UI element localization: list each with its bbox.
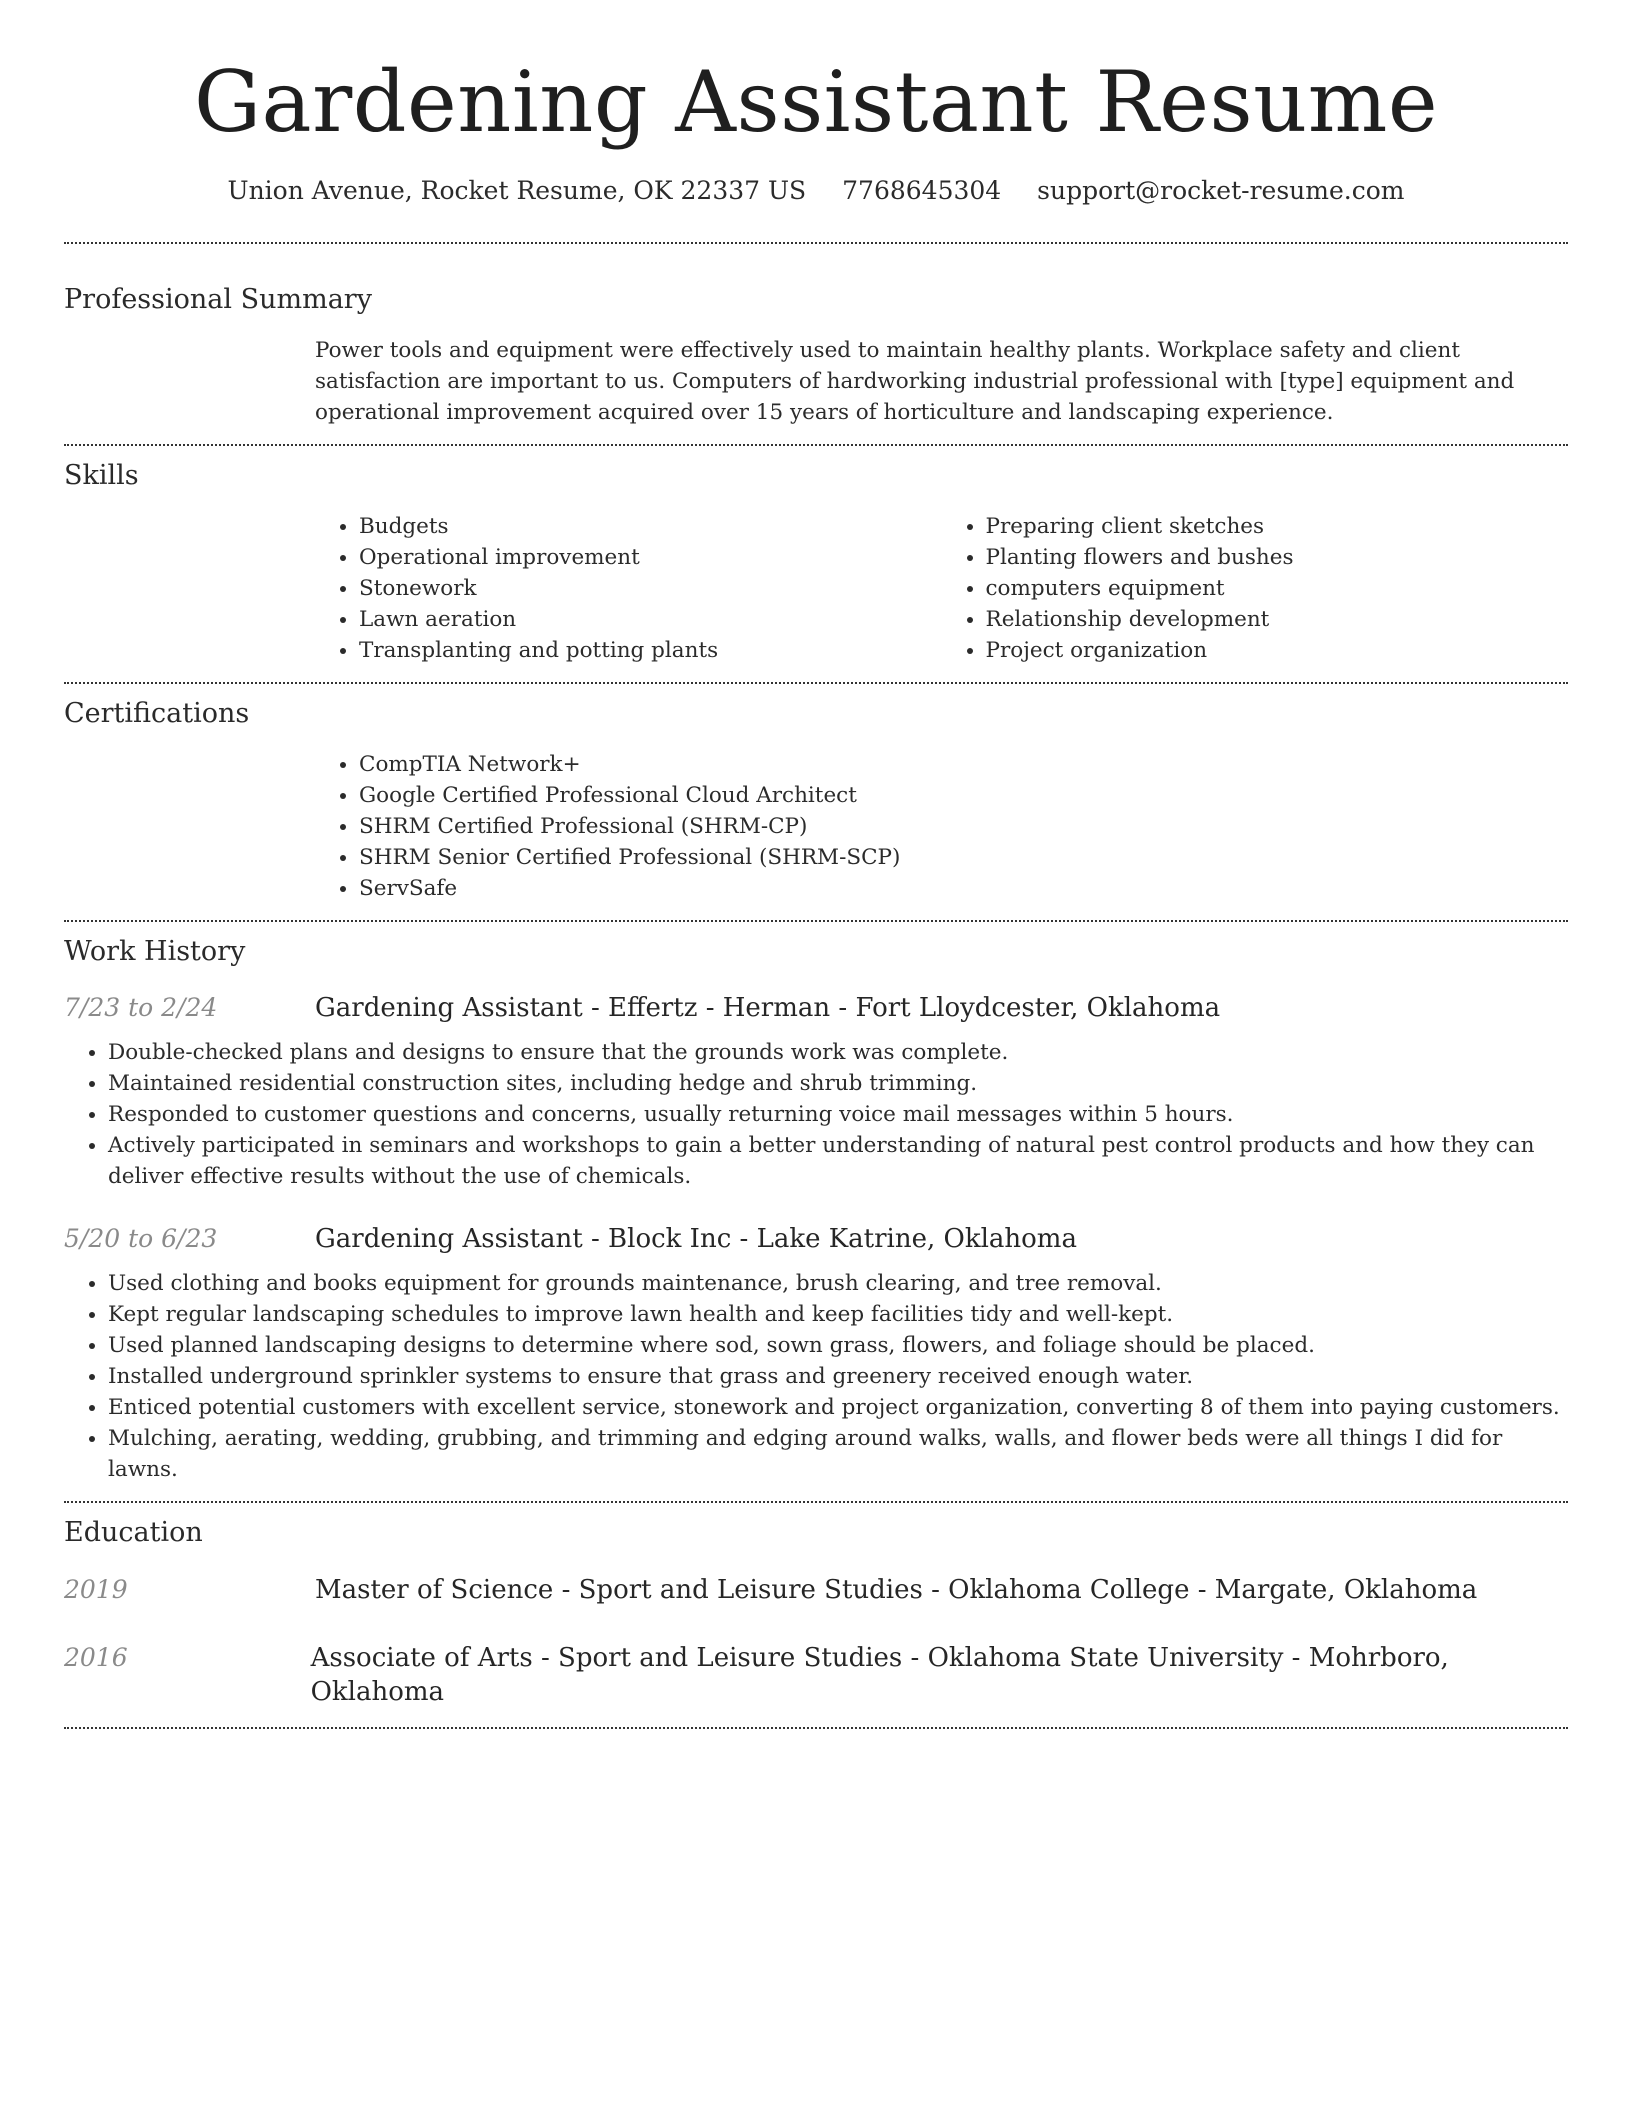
list-item: • Kept regular landscaping schedules to improve lawn health and keep facilities tidy and well-kept. [108,1299,1568,1330]
list-item: • Used clothing and books equipment for grounds maintenance, brush clearing, and tree removal. [108,1268,1568,1299]
divider [64,1727,1568,1729]
list-item: • Actively participated in seminars and workshops to gain a better understanding of natural pest control products and how they can deliver effective results without the use of chemicals. [108,1130,1568,1192]
list-item: • Maintained residential construction sites, including hedge and shrub trimming. [108,1068,1568,1099]
list-item: • Used planned landscaping designs to determine where sod, sown grass, flowers, and foliage should be placed. [108,1330,1568,1361]
list-item: • Operational improvement [359,542,942,573]
list-item: • Installed underground sprinkler systems to ensure that grass and greenery received enough water. [108,1361,1568,1392]
divider [64,444,1568,446]
resume-title: Gardening Assistant Resume [193,53,1439,151]
list-item: • Mulching, aerating, wedding, grubbing, and trimming and edging around walks, walls, and flower beds were all things I did for lawns. [108,1423,1568,1485]
contact-address: Union Avenue, Rocket Resume, OK 22337 US [227,176,807,205]
certifications-list [315,749,1568,904]
skills-column-right [942,511,1569,666]
section-heading-education: Education [64,1517,203,1548]
education-degree: Associate of Arts - Sport and Leisure Studies - Oklahoma State University - Mohrboro, Oklahoma [310,1643,1449,1707]
divider [64,682,1568,684]
job-bullets [64,1037,1568,1192]
list-item: • Preparing client sketches [986,511,1569,542]
section-heading-summary: Professional Summary [64,284,372,315]
list-item: • Relationship development [986,604,1569,635]
list-item: • Responded to customer questions and concerns, usually returning voice mail messages within 5 hours. [108,1099,1568,1130]
list-item: • Double-checked plans and designs to ensure that the grounds work was complete. [108,1037,1568,1068]
list-item: • Project organization [986,635,1569,666]
contact-phone: 7768645304 [842,176,1002,205]
resume-page [64,0,1568,1729]
education-entry [64,1641,1568,1709]
list-item: • Stonework [359,573,942,604]
skills-column-left [315,511,942,666]
list-item: • SHRM Senior Certified Professional (SHRM-SCP) [359,842,1568,873]
list-item: • Budgets [359,511,942,542]
divider [64,920,1568,922]
list-item: • Transplanting and potting plants [359,635,942,666]
skills-list [315,511,1568,666]
job-title: Gardening Assistant - Block Inc - Lake Katrine, Oklahoma [315,1224,1077,1254]
job-bullets [64,1268,1568,1485]
section-heading-certifications: Certifications [64,698,250,729]
education-degree: Master of Science - Sport and Leisure Studies - Oklahoma College - Margate, Oklahoma [315,1575,1478,1605]
section-heading-skills: Skills [64,460,139,491]
list-item: • Enticed potential customers with excellent service, stonework and project organization, converting 8 of them into paying customers. [108,1392,1568,1423]
contact-email: support@rocket-resume.com [1037,176,1405,205]
contact-line [64,174,1568,208]
section-heading-work-history: Work History [64,936,246,967]
divider [64,242,1568,244]
list-item: • Google Certified Professional Cloud Architect [359,780,1568,811]
list-item: • ServSafe [359,873,1568,904]
list-item: • computers equipment [986,573,1569,604]
list-item: • SHRM Certified Professional (SHRM-CP) [359,811,1568,842]
job-dates: 7/23 to 2/24 [64,993,218,1022]
job-title: Gardening Assistant - Effertz - Herman - Fort Lloydcester, Oklahoma [315,993,1221,1023]
list-item: • Lawn aeration [359,604,942,635]
education-year: 2016 [64,1643,128,1672]
job-dates: 5/20 to 6/23 [64,1224,218,1253]
job-entry [64,1222,1568,1485]
divider [64,1501,1568,1503]
job-entry [64,991,1568,1192]
list-item: • Planting flowers and bushes [986,542,1569,573]
education-year: 2019 [64,1575,128,1604]
summary-text: Power tools and equipment were effectively used to maintain healthy plants. Workplace safety and client satisfaction are important to us. Computers of hardworking industrial professional with [type] equipment and operational improvement acquired over 15 years of horticulture and landscaping experience. [315,338,1515,425]
education-entry [64,1573,1568,1607]
list-item: • CompTIA Network+ [359,749,1568,780]
